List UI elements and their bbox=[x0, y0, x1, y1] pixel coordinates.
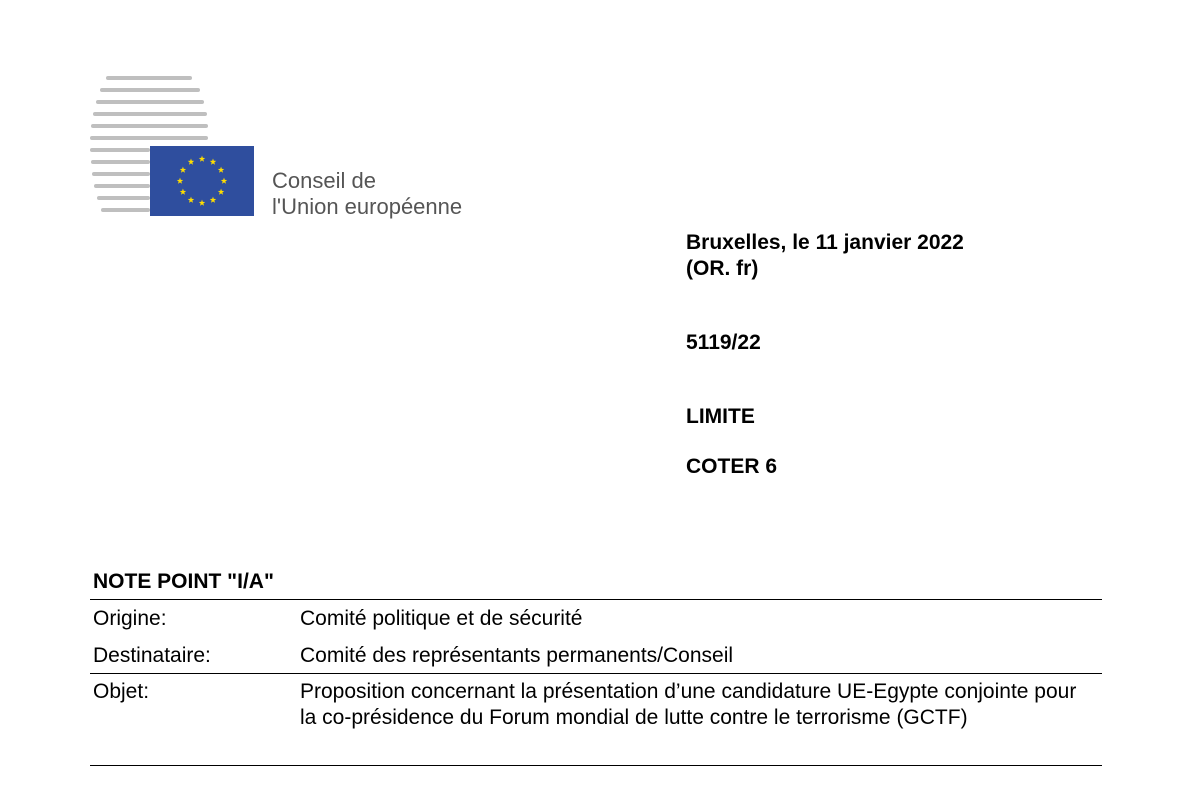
institution-name-line-2: l'Union européenne bbox=[272, 194, 463, 219]
row-value-origin: Comité politique et de sécurité bbox=[300, 607, 583, 630]
note-title: NOTE POINT "I/A" bbox=[93, 570, 274, 593]
document-number: 5119/22 bbox=[686, 331, 761, 354]
document-meta-date bbox=[686, 230, 964, 282]
institution-name-line-1: Conseil de bbox=[272, 168, 376, 193]
table-top-divider bbox=[90, 599, 1102, 600]
row-label-subject: Objet: bbox=[93, 680, 150, 703]
table-middle-divider bbox=[90, 673, 1102, 674]
eu-flag-icon bbox=[90, 74, 260, 220]
subject-code: COTER 6 bbox=[686, 455, 778, 478]
council-logo-icon bbox=[90, 74, 260, 220]
row-value-recipient: Comité des représentants permanents/Conseil bbox=[300, 644, 734, 667]
classification-label: LIMITE bbox=[686, 405, 755, 428]
row-value-subject: Proposition concernant la présentation d’une candidature UE-Egypte conjointe pour la co-présidence du Forum mondial de lutte contre le terrorisme (GCTF) bbox=[300, 680, 1077, 729]
institution-name bbox=[272, 168, 462, 220]
original-language: (OR. fr) bbox=[686, 257, 759, 280]
row-label-recipient: Destinataire: bbox=[93, 644, 211, 667]
row-label-origin: Origine: bbox=[93, 607, 167, 630]
table-bottom-divider bbox=[90, 765, 1102, 766]
document-date: Bruxelles, le 11 janvier 2022 bbox=[686, 231, 964, 254]
